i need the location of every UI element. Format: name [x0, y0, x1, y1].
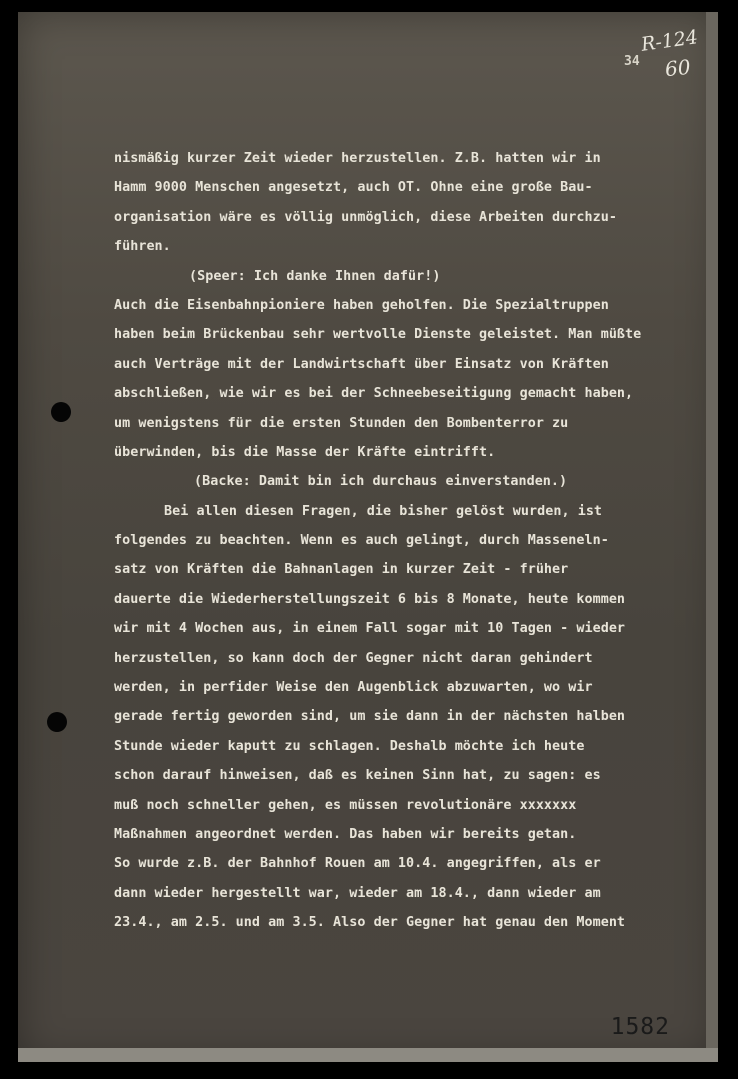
handwritten-folio: 60 [663, 54, 692, 82]
text-line: dann wieder hergestellt war, wieder am 18.4., dann wieder am [114, 885, 601, 901]
handwritten-reference: R-124 [639, 26, 700, 56]
text-line: gerade fertig geworden sind, um sie dann in der nächsten halben [114, 709, 626, 725]
text-line: wir mit 4 Wochen aus, in einem Fall sogar mit 10 Tagen - wieder [114, 621, 626, 637]
text-line: (Backe: Damit bin ich durchaus einverstanden.) [194, 474, 568, 490]
page-edge [706, 12, 718, 1062]
text-line: haben beim Brückenbau sehr wertvolle Dienste geleistet. Man müßte [114, 327, 642, 343]
text-line: herzustellen, so kann doch der Gegner nicht daran gehindert [114, 650, 593, 666]
text-line: muß noch schneller gehen, es müssen revolutionäre xxxxxxx [114, 797, 577, 813]
text-line: um wenigstens für die ersten Stunden den Bombenterror zu [114, 415, 569, 431]
text-line: Hamm 9000 Menschen angesetzt, auch OT. Ohne eine große Bau- [114, 180, 593, 196]
text-line: Maßnahmen angeordnet werden. Das haben wir bereits getan. [114, 826, 577, 842]
text-line: schon darauf hinweisen, daß es keinen Sinn hat, zu sagen: es [114, 768, 601, 784]
text-line: folgendes zu beachten. Wenn es auch gelingt, durch Masseneln- [114, 533, 609, 549]
text-line: organisation wäre es völlig unmöglich, diese Arbeiten durchzu- [114, 209, 617, 225]
text-line: satz von Kräften die Bahnanlagen in kurzer Zeit - früher [114, 562, 569, 578]
archive-stamp-number: 1582 [610, 1014, 670, 1040]
text-line: dauerte die Wiederherstellungszeit 6 bis 8 Monate, heute kommen [114, 591, 626, 607]
typed-body [114, 144, 704, 938]
text-line: So wurde z.B. der Bahnhof Rouen am 10.4. angegriffen, als er [114, 856, 601, 872]
punch-hole [47, 712, 67, 732]
text-line: führen. [114, 239, 171, 255]
document-page [18, 12, 718, 1062]
text-line: werden, in perfider Weise den Augenblick abzuwarten, wo wir [114, 680, 593, 696]
punch-hole [51, 402, 71, 422]
text-line: Bei allen diesen Fragen, die bisher gelöst wurden, ist [164, 503, 603, 519]
text-line: auch Verträge mit der Landwirtschaft über Einsatz von Kräften [114, 356, 609, 372]
text-line: nismäßig kurzer Zeit wieder herzustellen. Z.B. hatten wir in [114, 151, 601, 166]
text-line: 23.4., am 2.5. und am 3.5. Also der Gegner hat genau den Moment [114, 915, 626, 931]
text-line: (Speer: Ich danke Ihnen dafür!) [189, 268, 441, 284]
text-line: überwinden, bis die Masse der Kräfte eintrifft. [114, 444, 496, 460]
page-bottom-edge [18, 1048, 718, 1062]
text-line: abschließen, wie wir es bei der Schneebeseitigung gemacht haben, [114, 386, 634, 402]
text-line: Stunde wieder kaputt zu schlagen. Deshalb möchte ich heute [114, 738, 585, 754]
text-line: Auch die Eisenbahnpioniere haben geholfen. Die Spezialtruppen [114, 297, 609, 313]
page-number: 34 [624, 54, 640, 69]
